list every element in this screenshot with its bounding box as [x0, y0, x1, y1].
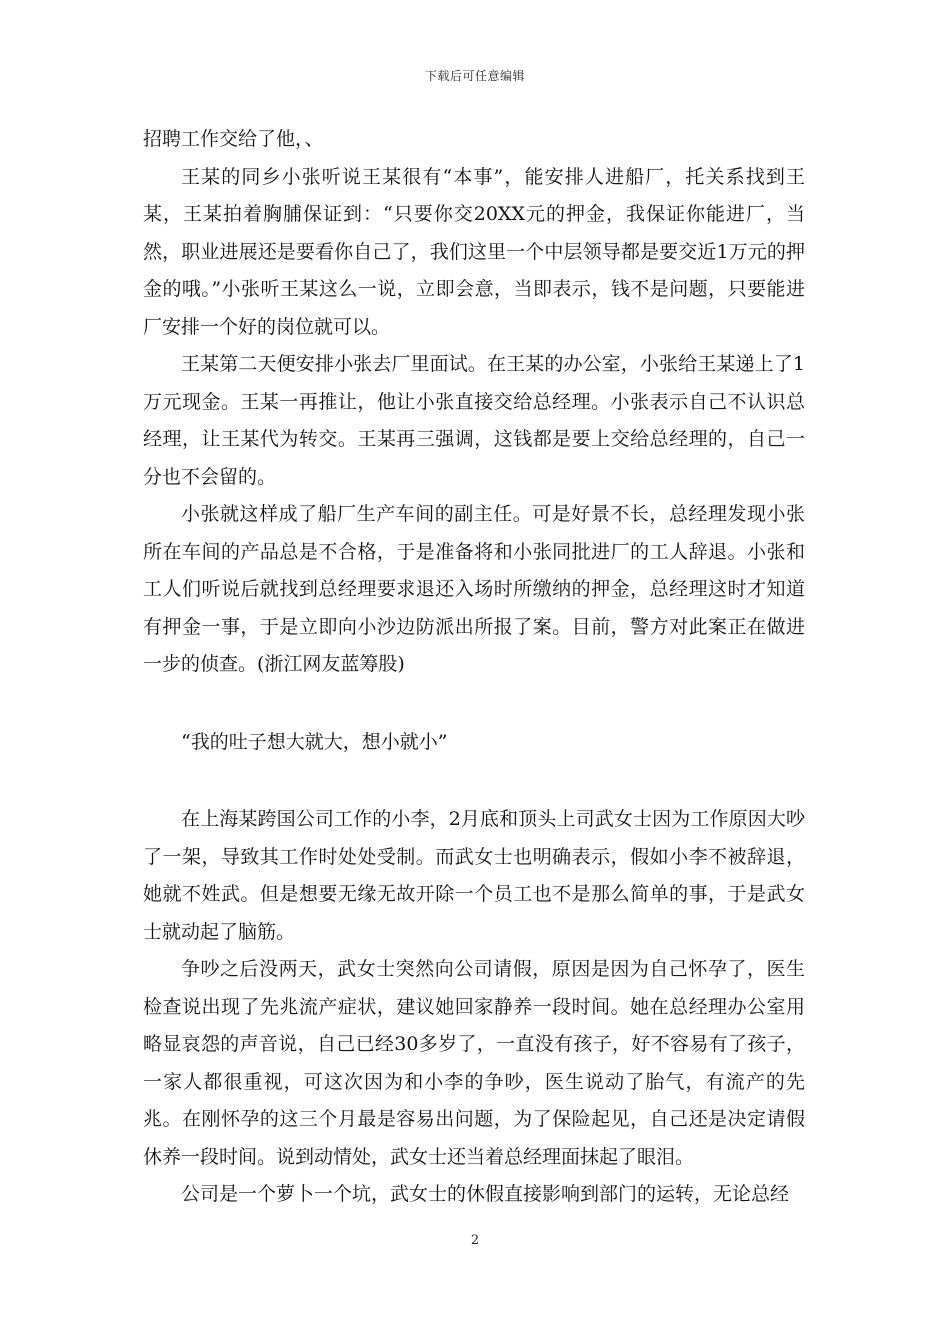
paragraph-6: 争吵之后没两天，武女士突然向公司请假，原因是因为自己怀孕了，医生检查说出现了先兆流产症状，建议她回家静养一段时间。她在总经理办公室用略显哀怨的声音说，自己已经30多岁了，一直没有孩子，好不容易有了孩子，一家人都很重视，可这次因为和小李的争吵，医生说动了胎气，有流产的先兆。在刚怀孕的这三个月最是容易出问题，为了保险起见，自己还是决定请假休养一段时间。说到动情处，武女士还当着总经理面抹起了眼泪。	[143, 958, 805, 1168]
section-heading: “我的吐子想大就大，想小就小”	[181, 730, 448, 753]
page-header: 下载后可任意编辑	[424, 69, 525, 83]
paragraph-2: 王某的同乡小张听说王某很有“本事”，能安排人进船厂，托关系找到王某，王某拍着胸脯保证到：“只要你交20XX元的押金，我保证你能进厂，当然，职业进展还是要看你自己了，我们这里一个中层领导都是要交近1万元的押金的哦。”小张听王某这么一说，立即会意，当即表示，钱不是问题，只要能进厂安排一个好的岗位就可以。	[143, 165, 805, 338]
document-body	[143, 121, 805, 1214]
paragraph-4: 小张就这样成了船厂生产车间的副主任。可是好景不长，总经理发现小张所在车间的产品总是不合格，于是准备将和小张同批进厂的工人辞退。小张和工人们听说后就找到总经理要求退还入场时所缴纳的押金，总经理这时才知道有押金一事，于是立即向小沙边防派出所报了案。目前，警方对此案正在做进一步的侦查。(浙江网友蓝筹股)	[143, 503, 805, 675]
paragraph-1: 招聘工作交给了他，、	[143, 128, 324, 150]
page-number: 2	[470, 1233, 480, 1248]
paragraph-7: 公司是一个萝卜一个坑，武女士的休假直接影响到部门的运转，无论总经	[181, 1183, 790, 1205]
paragraph-5: 在上海某跨国公司工作的小李，2月底和顶头上司武女士因为工作原因大吵了一架，导致其工作时处处受制。而武女士也明确表示，假如小李不被辞退，她就不姓武。但是想要无缘无故开除一个员工也不是那么简单的事，于是武女士就动起了脑筋。	[143, 808, 805, 943]
paragraph-3: 王某第二天便安排小张去厂里面试。在王某的办公室，小张给王某递上了1万元现金。王某一再推让，他让小张直接交给总经理。小张表示自己不认识总经理，让王某代为转交。王某再三强调，这钱都是要上交给总经理的，自己一分也不会留的。	[143, 353, 805, 488]
